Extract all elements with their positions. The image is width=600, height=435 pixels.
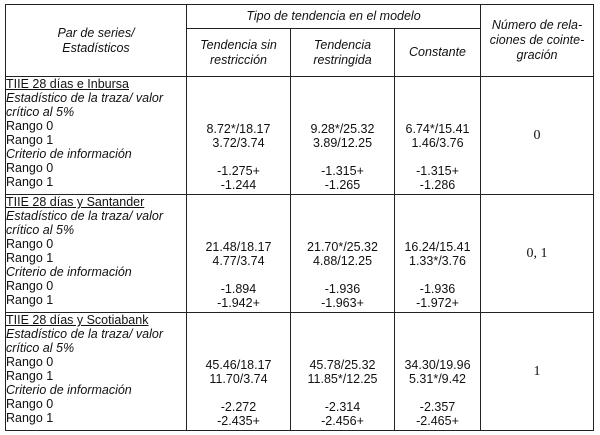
trace-value: 16.24/15.41 [404, 240, 471, 254]
series-cell [6, 195, 187, 313]
trace-value: 21.48/18.17 [205, 240, 272, 254]
criterion-label: Criterio de información [6, 147, 132, 161]
header-series-cell [6, 5, 187, 77]
cointegration-table [5, 4, 594, 431]
constant-cell [395, 313, 481, 431]
trace-value: 34.30/19.96 [404, 358, 471, 372]
trace-value: 5.31*/9.42 [409, 372, 466, 386]
series-title: TIIE 28 días y Santander [6, 195, 145, 209]
relations-value: 1 [533, 363, 541, 379]
trace-value: 1.46/3.76 [411, 136, 464, 150]
unrestricted-cell [187, 195, 291, 313]
table-row [6, 195, 594, 313]
constant-cell [395, 77, 481, 195]
criterion-value: -2.272 [220, 400, 257, 414]
trace-value: 11.70/3.74 [209, 372, 268, 386]
criterion-value: -2.314 [324, 400, 361, 414]
unrestricted-cell [187, 313, 291, 431]
header-tendency-group-cell [187, 5, 481, 29]
criterion-value: -1.936 [419, 282, 456, 296]
criterion-value: -1.894 [220, 282, 257, 296]
header-restricted-cell [291, 29, 395, 77]
trace-value: 1.33*/3.76 [409, 254, 466, 268]
trace-value: 3.89/12.25 [312, 136, 373, 150]
rank-label: Rango 1 [6, 411, 54, 425]
header-unrestricted-cell [187, 29, 291, 77]
trace-label: Estadístico de la traza/ valor crítico al 5% [6, 209, 164, 237]
criterion-value: -1.265 [324, 178, 361, 192]
series-cell [6, 313, 187, 431]
restricted-cell [291, 195, 395, 313]
relations-cell [481, 195, 594, 313]
criterion-value: -1.963+ [321, 296, 364, 310]
trace-value: 45.78/25.32 [309, 358, 376, 372]
restricted-cell [291, 77, 395, 195]
criterion-value: -1.315+ [416, 164, 459, 178]
criterion-label: Criterio de información [6, 383, 132, 397]
relations-value: 0, 1 [526, 245, 548, 261]
criterion-value: -1.286 [419, 178, 456, 192]
rank-label: Rango 1 [6, 175, 54, 189]
rank-label: Rango 1 [6, 293, 54, 307]
trace-value: 4.77/3.74 [212, 254, 265, 268]
criterion-value: -1.275+ [217, 164, 260, 178]
table-row [6, 77, 594, 195]
criterion-value: -1.936 [324, 282, 361, 296]
series-title: TIIE 28 días e Inbursa [6, 77, 129, 91]
rank-label: Rango 0 [6, 279, 54, 293]
header-relations-cell [481, 5, 594, 77]
criterion-label: Criterio de información [6, 265, 132, 279]
relations-cell [481, 313, 594, 431]
rank-label: Rango 0 [6, 161, 54, 175]
rank-label: Rango 0 [6, 119, 54, 133]
relations-cell [481, 77, 594, 195]
trace-value: 21.70*/25.32 [307, 240, 378, 254]
series-cell [6, 77, 187, 195]
criterion-value: -1.244 [220, 178, 257, 192]
unrestricted-cell [187, 77, 291, 195]
trace-label: Estadístico de la traza/ valor crítico al 5% [6, 327, 164, 355]
header-tendency-group-label: Tipo de tendencia en el modelo [246, 9, 421, 23]
trace-value: 8.72*/18.17 [206, 122, 271, 136]
rank-label: Rango 1 [6, 251, 54, 265]
rank-label: Rango 1 [6, 369, 54, 383]
header-row-top [6, 5, 594, 29]
header-relations-label: Número de rela- ciones de cointe- gración [489, 18, 585, 62]
trace-value: 11.85*/12.25 [307, 372, 378, 386]
header-constant-cell [395, 29, 481, 77]
criterion-value: -2.357 [419, 400, 456, 414]
rank-label: Rango 0 [6, 355, 54, 369]
trace-value: 6.74*/15.41 [405, 122, 470, 136]
trace-value: 3.72/3.74 [212, 136, 265, 150]
criterion-value: -2.435+ [217, 414, 260, 428]
header-series-label: Par de series/ Estadísticos [57, 25, 135, 55]
criterion-value: -1.942+ [217, 296, 260, 310]
rank-label: Rango 0 [6, 237, 54, 251]
criterion-value: -2.465+ [416, 414, 459, 428]
restricted-cell [291, 313, 395, 431]
rank-label: Rango 0 [6, 397, 54, 411]
table-row [6, 313, 594, 431]
criterion-value: -1.972+ [416, 296, 459, 310]
trace-value: 9.28*/25.32 [310, 122, 375, 136]
relations-value: 0 [533, 127, 541, 143]
criterion-value: -2.456+ [321, 414, 364, 428]
rank-label: Rango 1 [6, 133, 54, 147]
constant-cell [395, 195, 481, 313]
criterion-value: -1.315+ [321, 164, 364, 178]
trace-value: 45.46/18.17 [205, 358, 272, 372]
trace-value: 4.88/12.25 [312, 254, 373, 268]
header-unrestricted-label: Tendencia sin restricción [200, 37, 277, 67]
trace-label: Estadístico de la traza/ valor crítico al 5% [6, 91, 164, 119]
series-title: TIIE 28 días y Scotiabank [6, 313, 149, 327]
header-constant-label: Constante [409, 45, 466, 59]
header-restricted-label: Tendencia restringida [313, 37, 372, 67]
